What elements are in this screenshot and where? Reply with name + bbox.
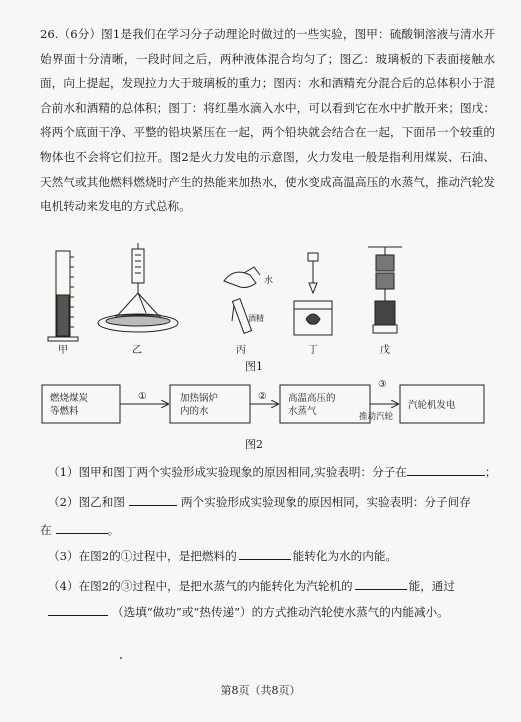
dropper-beaker-icon	[294, 253, 332, 335]
figure-2-flowchart	[34, 377, 494, 427]
question-4-cont	[48, 602, 449, 622]
question-4	[48, 576, 455, 596]
answer-blank-4b[interactable]	[48, 603, 108, 616]
figure-1	[38, 243, 438, 355]
page-footer: 第8页（共8页）	[220, 684, 301, 697]
answer-blank-4a[interactable]	[355, 577, 407, 590]
figure-1-caption: 图1	[245, 360, 263, 373]
flow-box-fuel	[42, 385, 120, 423]
answer-blank-2b[interactable]	[56, 521, 108, 534]
flow-box-turbine-line1: 汽轮机发电	[408, 400, 456, 411]
question-2-text-b: 两个实验形成实验现象的原因相同，实验表明：分子间存	[180, 495, 471, 509]
question-1-end: ；	[484, 465, 497, 479]
question-2-cont	[40, 520, 119, 540]
flow-box-boiler-line2: 内的水	[180, 406, 209, 417]
label-yi: 乙	[132, 345, 142, 355]
question-3-text-a: （3）在图2的①过程中，是把燃料的	[48, 549, 237, 563]
step-mark-1: ①	[138, 391, 147, 402]
question-4-text-c: （选填“做功”或“热传递”）的方式推动汽轮使水蒸气的内能减小。	[112, 605, 449, 619]
cylinder-icon	[48, 251, 78, 341]
flow-box-boiler-line1: 加热锅炉	[180, 393, 219, 404]
question-2	[48, 492, 471, 512]
flow-box-boiler	[170, 385, 250, 423]
label-water: 水	[264, 276, 274, 286]
flow-box-fuel-line1: 燃烧煤炭	[50, 393, 89, 404]
flow-box-fuel-line2: 等燃料	[50, 406, 79, 417]
question-3	[48, 546, 397, 566]
question-1-text: （1）图甲和图丁两个实验形成实验现象的原因相同,实验表明：分子在	[48, 465, 407, 479]
answer-blank-2a[interactable]	[129, 493, 177, 506]
flow-box-steam-line2: 水蒸气	[288, 406, 317, 417]
figure-2-caption: 图2	[245, 438, 263, 451]
stray-mark	[120, 657, 122, 659]
question-2-text-a: （2）图乙和图	[48, 495, 125, 509]
question-1	[48, 462, 497, 482]
question-26-intro: 26.（6分）图1是我们在学习分子动理论时做过的一些实验，图甲：硫酸铜溶液与清水开始界面十分清晰，一段时间之后，两种液体混合均匀了；图乙：玻璃板的下表面接触水面，向上提起，发现拉力大于玻璃板的重力；图丙：水和酒精充分混合后的总体积小于混合前水和酒精的总体积；图丁：将红墨水滴入水中，可以看到它在水中扩散开来；图戊：将两个底面干净、平整的铅块紧压在一起，两个铅块就会结合在一起，下面吊一个较重的物体也不会将它们拉开。图2是火力发电的示意图，火力发电一般是指利用煤炭、石油、天然气或其他燃料燃烧时产生的热能来加热水，使水变成高温高压的水蒸气，推动汽轮发电机转动来发电的方式总称。	[40, 27, 495, 214]
flow-box-steam-line1: 高温高压的	[288, 393, 336, 404]
label-alcohol: 酒精	[248, 314, 264, 323]
step-mark-2: ②	[258, 391, 267, 402]
step-mark-3: ③	[378, 379, 387, 390]
question-2-end: 。	[107, 523, 120, 537]
step-3-label: 推动汽轮	[359, 412, 394, 422]
question-4-text-b: 能，通过	[408, 579, 455, 593]
test-tube-icon	[224, 267, 260, 333]
answer-blank-3[interactable]	[239, 547, 291, 560]
question-3-text-b: 能转化为水的内能。	[292, 549, 398, 563]
question-4-text-a: （4）在图2的③过程中，是把水蒸气的内能转化为汽轮机的	[48, 579, 353, 593]
lead-blocks-icon	[368, 247, 402, 333]
label-jia: 甲	[58, 345, 68, 355]
label-wu: 戊	[380, 345, 390, 355]
flow-box-steam	[280, 385, 370, 423]
question-2-text-c: 在	[40, 523, 52, 537]
answer-blank-1[interactable]	[407, 463, 485, 476]
spring-scale-icon	[98, 243, 178, 332]
label-bing: 丙	[236, 345, 246, 355]
label-ding: 丁	[308, 345, 318, 355]
